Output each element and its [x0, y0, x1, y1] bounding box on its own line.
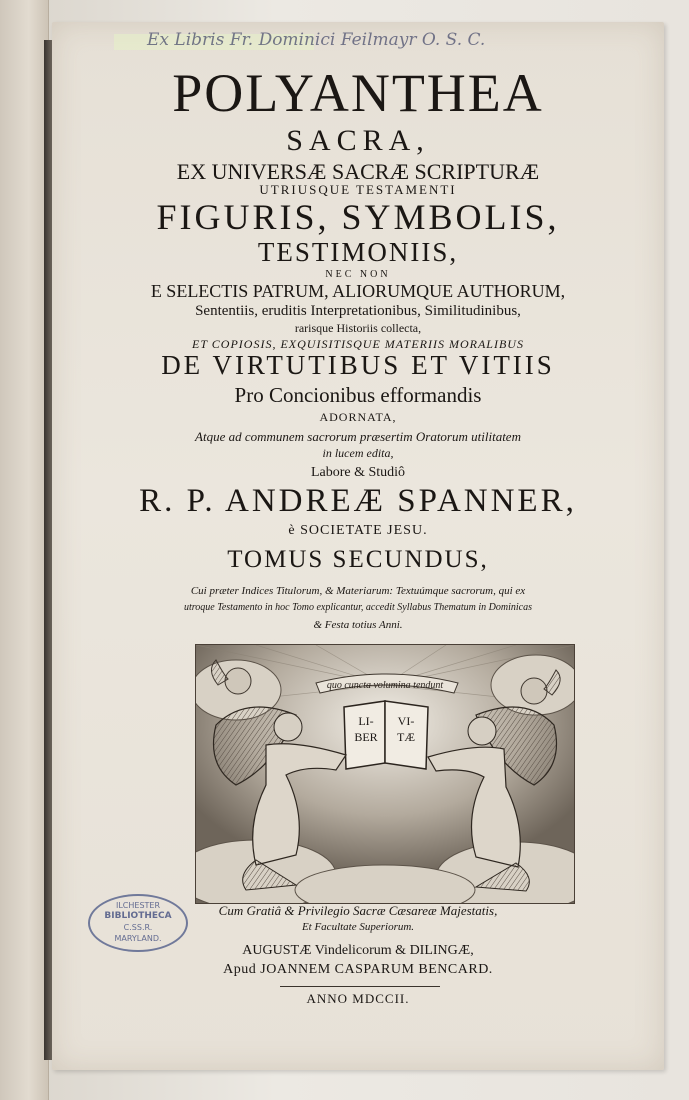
title-adornata: ADORNATA,	[319, 410, 397, 424]
volume-number: TOMUS SECUNDUS,	[227, 546, 489, 573]
title-de-virtutibus: DE VIRTUTIBUS ET VITIIS	[161, 350, 555, 380]
privilege-line-2: Et Facultate Superiorum.	[301, 921, 415, 933]
author-society: è SOCIETATE JESU.	[288, 523, 428, 538]
description-line-2: utroque Testamento in hoc Tomo explicantur, accedit Syllabus Thematum in Dominicas	[183, 602, 533, 613]
title-e-selectis: E SELECTIS PATRUM, ALIORUMQUE AUTHORUM,	[150, 281, 566, 301]
description-line-3: & Festa totius Anni.	[313, 619, 403, 631]
title-pro-concionibus: Pro Concionibus efformandis	[234, 383, 482, 407]
book-right-text: VI-TÆ	[397, 714, 415, 744]
imprint-line-1: AUGUSTÆ Vindelicorum & DILINGÆ,	[242, 943, 474, 958]
imprint-year: ANNO MDCCII.	[306, 991, 410, 1006]
imprint-line-2: Apud JOANNEM CASPARUM BENCARD.	[223, 962, 493, 977]
book-left-text: LI-BER	[354, 714, 378, 744]
title-sacra: SACRA,	[286, 124, 430, 157]
spine-gutter	[44, 40, 52, 1060]
banner-text: quo cuncta volumina tendunt	[326, 680, 444, 691]
title-labore: Labore & Studiô	[310, 465, 406, 480]
title-et-copiosis: ET COPIOSIS, EXQUISITISQUE MATERIIS MORALIBUS	[192, 337, 524, 351]
title-sententiis: Sententiis, eruditis Interpretationibus, Similitudinibus,	[195, 303, 521, 319]
title-nec-non: NEC NON	[325, 269, 391, 280]
stamp-line-4: MARYLAND.	[114, 934, 162, 943]
title-atque: Atque ad communem sacrorum præsertim Oratorum utilitatem	[195, 429, 521, 444]
title-utriusque: UTRIUSQUE TESTAMENTI	[259, 182, 457, 197]
title-ex-universae: EX UNIVERSÆ SACRÆ SCRIPTURÆ	[176, 159, 540, 184]
privilege-line-1: Cum Gratiâ & Privilegio Sacræ Cæsareæ Majestatis,	[218, 903, 498, 918]
description-line-1: Cui præter Indices Titulorum, & Materiarum: Textuúmque sacrorum, qui ex	[190, 585, 526, 597]
stamp-line-2: BIBLIOTHECA	[104, 911, 172, 921]
handwritten-inscription: Ex Libris Fr. Dominici Feilmayr O. S. C.	[147, 30, 486, 50]
stamp-line-1: ILCHESTER	[115, 901, 161, 910]
author-name: R. P. ANDREÆ SPANNER,	[139, 483, 577, 519]
title-in-lucem: in lucem edita,	[322, 446, 394, 460]
stamp-line-3: C.SS.R.	[123, 923, 153, 932]
book-cover-edge	[0, 0, 49, 1100]
title-rarisque: rarisque Historiis collecta,	[294, 321, 422, 335]
engraving-illustration	[195, 644, 575, 904]
divider-rule	[280, 986, 440, 987]
title-polyanthea: POLYANTHEA	[172, 63, 544, 123]
title-testimoniis: TESTIMONIIS,	[257, 237, 459, 267]
title-figuris: FIGURIS, SYMBOLIS,	[156, 197, 560, 237]
library-stamp	[88, 894, 188, 952]
title-page	[52, 22, 664, 1070]
engraving-svg	[196, 645, 574, 903]
